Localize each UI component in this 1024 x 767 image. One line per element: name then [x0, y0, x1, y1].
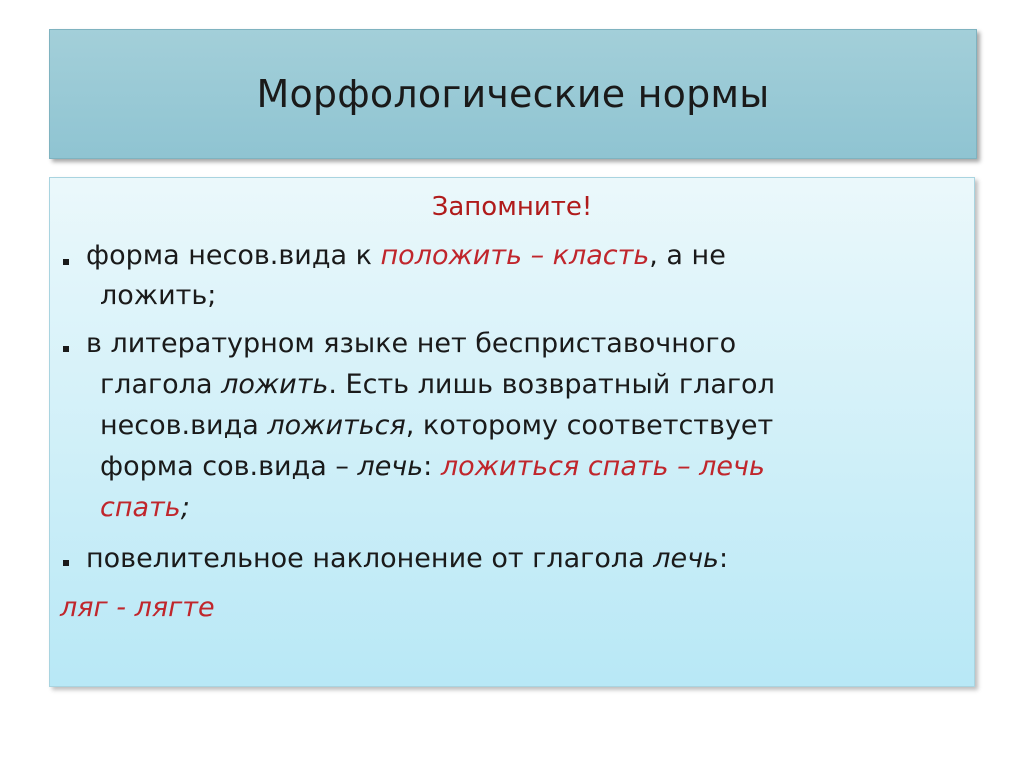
item-3-l1-a: повелительное наклонение от глагола — [86, 543, 654, 574]
item-1-line-2: ложить; — [100, 280, 217, 311]
item-3-l1-b: : — [718, 543, 729, 574]
item-1-line-1 — [86, 236, 726, 276]
item-2-l4-b: : — [423, 451, 441, 482]
item-1-text-a: форма несов.вида к — [86, 240, 381, 271]
item-1-text-c: , а не — [649, 240, 726, 271]
item-2-l3-italic: ложиться — [267, 410, 406, 441]
item-2-l4-red: ложиться спать – лечь — [440, 451, 765, 482]
item-2-l5-red: спать — [100, 492, 181, 523]
item-2-l2-a: глагола — [100, 369, 222, 400]
item-2-line-5 — [100, 488, 190, 528]
answer-forms: ляг - лягте — [60, 592, 215, 623]
item-3-line-1 — [86, 539, 728, 579]
item-2-l4-italic: лечь — [357, 451, 424, 482]
content-box — [49, 177, 975, 687]
bullet-2 — [63, 346, 69, 352]
item-2-line-4 — [100, 447, 765, 487]
bullet-3 — [63, 560, 69, 566]
item-2-l3-b: , которому соответствует — [405, 410, 774, 441]
title-box — [49, 29, 977, 159]
item-2-l2-italic: ложить — [221, 369, 329, 400]
item-2-l3-a: несов.вида — [100, 410, 268, 441]
item-3-l1-italic: лечь — [653, 543, 719, 574]
item-2-l4-a: форма сов.вида – — [100, 451, 358, 482]
item-1-red-1: положить — [380, 240, 522, 271]
item-2-line-3 — [100, 406, 773, 446]
item-2-l2-b: . Есть лишь возвратный глагол — [328, 369, 775, 400]
item-1-red-2: класть — [552, 240, 650, 271]
item-1-dash: – — [521, 240, 553, 271]
remember-heading: Запомните! — [431, 192, 593, 222]
slide-title: Морфологические нормы — [256, 72, 770, 116]
bullet-1 — [63, 259, 69, 265]
item-2-line-1: в литературном языке нет бесприставочного — [86, 328, 737, 359]
item-2-l5-b: ; — [180, 492, 190, 523]
item-2-line-2 — [100, 365, 775, 405]
